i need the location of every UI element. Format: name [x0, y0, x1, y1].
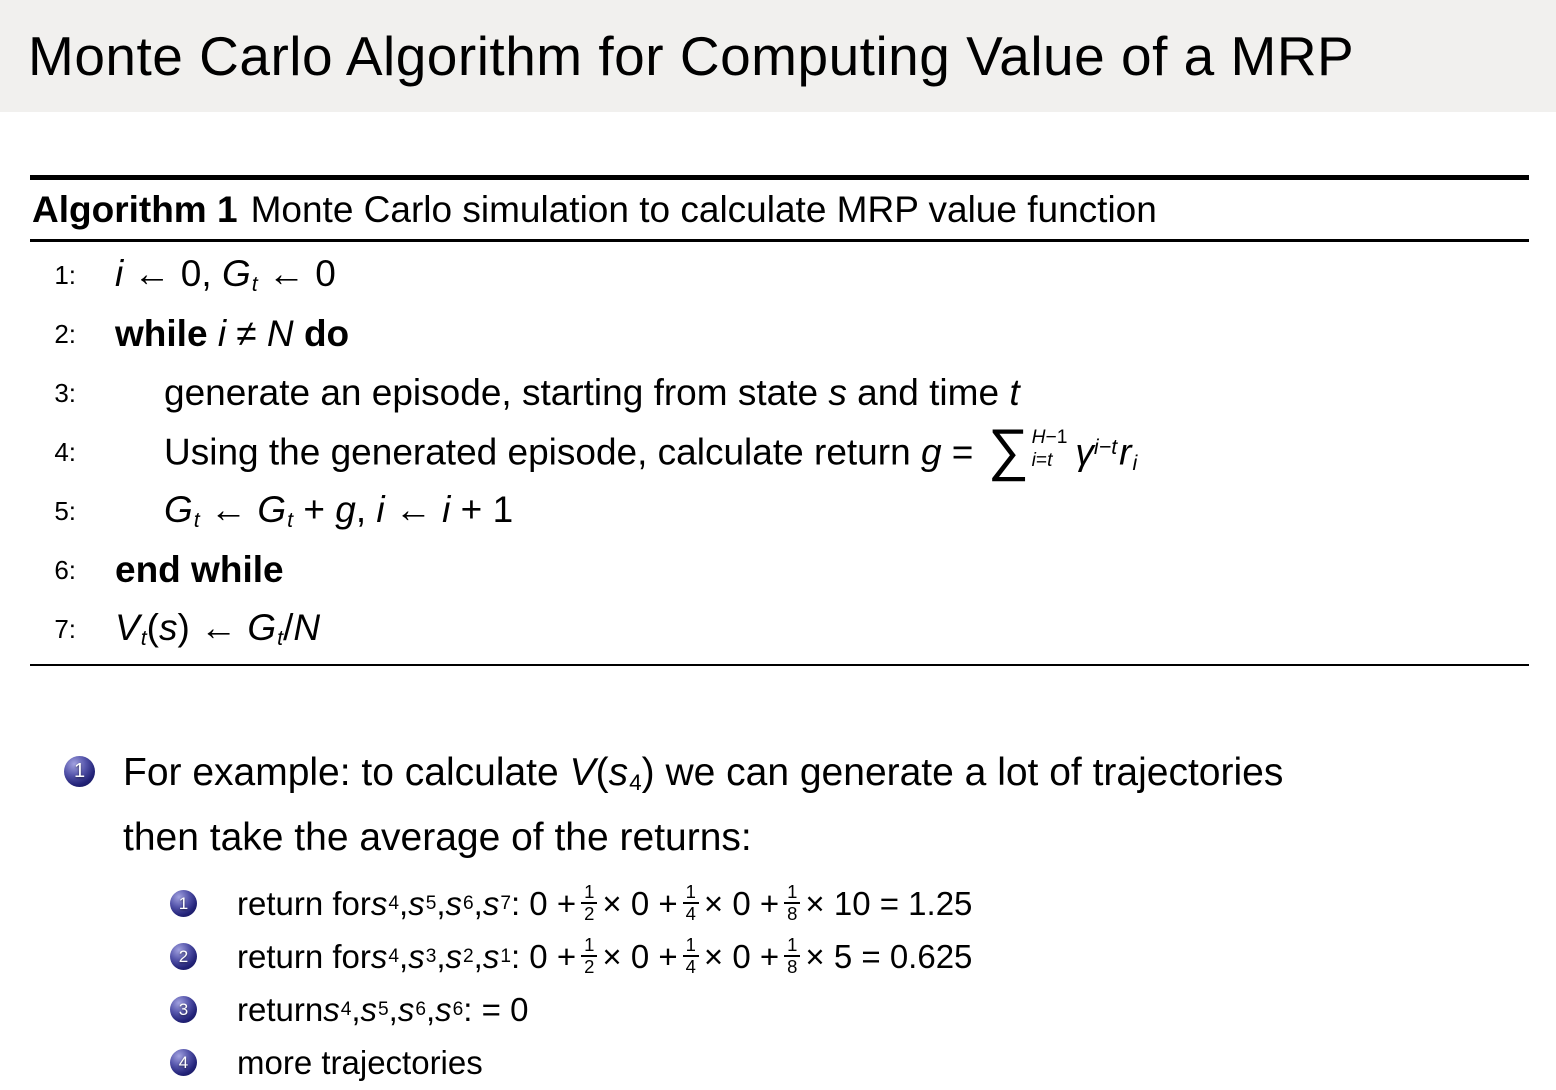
- math-token: t: [277, 625, 284, 650]
- math-token: 1: [500, 945, 511, 967]
- math-token: 2: [463, 945, 474, 967]
- math-token: do: [303, 313, 350, 354]
- algorithm-lines: [30, 242, 1529, 664]
- line-content: [115, 549, 284, 591]
- fraction: [683, 935, 699, 978]
- fraction-numerator: 1: [581, 882, 597, 905]
- line-number: 5:: [54, 495, 76, 526]
- algorithm-line: [30, 541, 1529, 600]
- math-token: s: [828, 372, 847, 413]
- subitem-number-ball: 1: [170, 890, 197, 917]
- math-token: i: [442, 489, 451, 531]
- algorithm-caption: Monte Carlo simulation to calculate MRP value function: [250, 188, 1157, 230]
- math-token: i: [1132, 450, 1138, 475]
- item-text: For example: to calculate V(s4) we can generate a lot of trajectories then take the average of the returns: 1 return for s 4 , s 5 , s 6 , s 7 : 0 + $\frac{1}{2}$ × 0 + $\frac{1}{4}$ × 0 + $\frac{1}{8}$ × 10 = 1.25 2 return for s 4 , s 3 , s 2 , s 1 : 0 + $\frac{1}{2}$ × 0 + $\frac{1}{4}$ × 0 + $\frac{1}{8}$ × 5 = 0.625 3 return s 4 , s 5 , s 6 , s 6 : = 0 4 more trajectories: [123, 745, 1283, 1089]
- line-number: 6:: [54, 554, 76, 585]
- math-token: 5: [425, 892, 437, 914]
- summation-lower: i=t: [1031, 450, 1053, 472]
- fraction-denominator: 4: [685, 956, 696, 978]
- math-token: H: [1031, 427, 1046, 449]
- subitem-text: return s 4 , s 5 , s 6 , s 6 : = 0: [237, 990, 529, 1028]
- math-token: 6: [452, 998, 464, 1020]
- math-token: end while: [115, 549, 284, 590]
- fraction-denominator: 2: [584, 903, 595, 925]
- algorithm-line: [30, 418, 1529, 483]
- line-number: 4:: [54, 436, 76, 467]
- algorithm-line: [30, 246, 1529, 305]
- math-token: t: [251, 271, 258, 296]
- math-token: while: [115, 313, 208, 354]
- math-token: t: [140, 625, 147, 650]
- algorithm-header: [30, 180, 1529, 239]
- math-token: s: [323, 990, 340, 1028]
- math-token: i−t: [1093, 435, 1118, 460]
- math-token: V: [569, 751, 596, 794]
- math-token: G: [257, 489, 287, 531]
- math-token: N: [293, 607, 321, 649]
- algorithm-label: Algorithm 1: [32, 188, 238, 230]
- math-token: 4: [340, 998, 352, 1020]
- item-number-ball: 1: [64, 756, 95, 787]
- fraction-numerator: 1: [784, 882, 800, 905]
- line-number: 3:: [54, 377, 76, 408]
- math-token: i: [217, 313, 227, 354]
- fraction-denominator: 4: [685, 903, 696, 925]
- sublist-item: [170, 930, 1283, 983]
- line-content: Using the generated episode, calculate return g = ∑ H−1 i=t $\gamma^{i-t}ri$: [164, 418, 1138, 483]
- line-number: 1:: [54, 259, 76, 290]
- algorithm-line: [30, 305, 1529, 364]
- math-token: i: [1031, 450, 1036, 472]
- fraction: [581, 935, 597, 978]
- fraction: [784, 882, 800, 925]
- line-content: Vt(s) ← Gt/N: [115, 607, 321, 650]
- math-token: s: [370, 884, 388, 922]
- math-token: s: [608, 751, 629, 794]
- math-token: 4: [629, 769, 642, 795]
- math-token: 6: [415, 998, 426, 1020]
- title-bar: [0, 0, 1556, 112]
- summation-limits: [1032, 426, 1068, 472]
- fraction-denominator: 8: [787, 903, 798, 925]
- fraction-denominator: 2: [584, 956, 595, 978]
- sublist: [170, 877, 1283, 1089]
- sublist-item: [170, 983, 1283, 1036]
- sublist-item: [170, 877, 1283, 930]
- line-content: while i ≠ N do: [115, 313, 350, 354]
- fraction: [683, 882, 699, 925]
- math-token: t: [193, 507, 200, 532]
- math-token: s: [397, 990, 415, 1028]
- line-number: 7:: [54, 613, 76, 644]
- math-token: t: [287, 507, 294, 532]
- math-token: s: [408, 884, 425, 922]
- summation: [987, 418, 1068, 483]
- rule-bottom: [30, 664, 1529, 667]
- algorithm-line: [30, 364, 1529, 423]
- math-token: 6: [463, 892, 474, 914]
- list-item: [64, 745, 1534, 1089]
- math-token: s: [445, 937, 463, 975]
- math-token: i: [376, 489, 385, 531]
- algorithm-line: [30, 482, 1529, 541]
- math-token: s: [360, 990, 378, 1028]
- algorithm-line: [30, 600, 1529, 659]
- math-token: γ: [1075, 431, 1094, 473]
- math-token: s: [408, 937, 425, 975]
- subitem-text: more trajectories: [237, 1043, 483, 1081]
- fraction-numerator: 1: [784, 935, 800, 958]
- subitem-text: return for s 4 , s 5 , s 6 , s 7 : 0 + $\frac{1}{2}$ × 0 + $\frac{1}{4}$ × 0 + $\frac{1}{8}$ × 10 = 1.25: [237, 880, 973, 925]
- fraction-numerator: 1: [683, 882, 699, 905]
- line-number: 2:: [54, 318, 76, 349]
- fraction-numerator: 1: [683, 935, 699, 958]
- math-token: 3: [425, 945, 437, 967]
- line-content: generate an episode, starting from state s and time t: [164, 372, 1020, 413]
- math-token: N: [266, 313, 294, 354]
- math-token: t: [1047, 450, 1053, 472]
- line-content: Gt ← Gt + g, i ← i + 1: [164, 489, 514, 532]
- fraction-numerator: 1: [581, 935, 597, 958]
- subitem-number-ball: 3: [170, 996, 197, 1023]
- fraction: [784, 935, 800, 978]
- math-token: s: [370, 937, 388, 975]
- subitem-number-ball: 2: [170, 943, 197, 970]
- sigma-symbol: ∑: [987, 418, 1029, 483]
- subitem-number-ball: 4: [170, 1049, 197, 1076]
- subitem-text: return for s 4 , s 3 , s 2 , s 1 : 0 + $\frac{1}{2}$ × 0 + $\frac{1}{4}$ × 0 + $\frac{1}{8}$ × 5 = 0.625: [237, 933, 973, 978]
- math-token: V: [115, 607, 140, 649]
- math-token: s: [158, 607, 178, 649]
- math-token: s: [435, 990, 452, 1028]
- math-token: G: [247, 607, 277, 649]
- math-token: 5: [378, 998, 389, 1020]
- sublist-item: [170, 1036, 1283, 1089]
- math-token: s: [482, 937, 500, 975]
- math-token: G: [221, 253, 251, 295]
- line-content: i ← 0, Gt ← 0: [115, 253, 336, 296]
- math-token: i: [115, 253, 124, 295]
- summation-upper: H−1: [1031, 427, 1068, 449]
- math-token: g: [335, 489, 356, 531]
- math-token: 4: [388, 945, 400, 967]
- fraction-denominator: 8: [787, 956, 798, 978]
- math-token: 7: [500, 892, 511, 914]
- math-token: G: [164, 489, 193, 531]
- math-token: s: [482, 884, 500, 922]
- math-token: t: [1009, 372, 1020, 413]
- fraction: [581, 882, 597, 925]
- slide-title: Monte Carlo Algorithm for Computing Value of a MRP: [28, 25, 1355, 87]
- math-token: 4: [388, 892, 400, 914]
- math-token: r: [1119, 431, 1132, 473]
- math-token: s: [445, 884, 463, 922]
- example-section: [64, 745, 1534, 1089]
- math-token: g: [920, 431, 942, 473]
- example-list: [64, 745, 1534, 1089]
- algorithm-box: [30, 175, 1529, 666]
